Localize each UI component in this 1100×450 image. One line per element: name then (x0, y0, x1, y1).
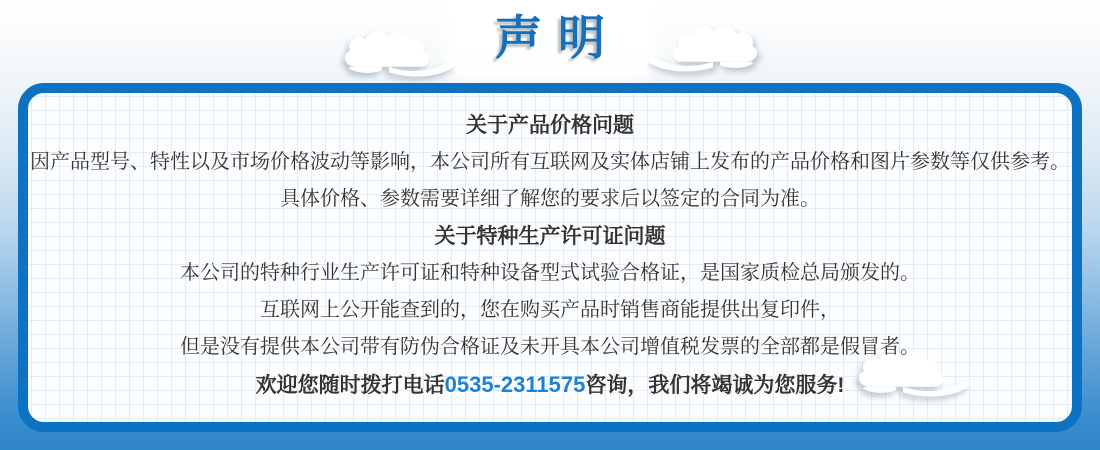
section-heading-license: 关于特种生产许可证问题 (434, 225, 666, 248)
contact-suffix: 咨询，我们将竭诚为您服务! (585, 374, 845, 397)
contact-prefix: 欢迎您随时拨打电话 (255, 374, 445, 397)
content-panel (18, 83, 1082, 432)
statement-line: 本公司的特种行业生产许可证和特种设备型式试验合格证，是国家质检总局颁发的。 (180, 262, 920, 284)
statement-text (28, 93, 1072, 404)
phone-number: 0535-2311575 (444, 372, 586, 397)
statement-line: 具体价格、参数需要详细了解您的要求后以签定的合同为准。 (280, 188, 820, 210)
contact-line (28, 366, 1072, 404)
statement-line: 但是没有提供本公司带有防伪合格证及未开具本公司增值税发票的全部都是假冒者。 (180, 336, 920, 358)
banner-title: 声明 (495, 11, 621, 64)
banner-header (0, 0, 1100, 84)
cloud-right-icon (638, 19, 766, 77)
statement-line: 互联网上公开能查到的，您在购买产品时销售商能提供出复印件， (260, 299, 840, 321)
statement-line: 因产品型号、特性以及市场价格波动等影响，本公司所有互联网及实体店铺上发布的产品价格和图片参数等仅供参考。 (30, 151, 1070, 173)
section-heading-price: 关于产品价格问题 (466, 114, 634, 137)
